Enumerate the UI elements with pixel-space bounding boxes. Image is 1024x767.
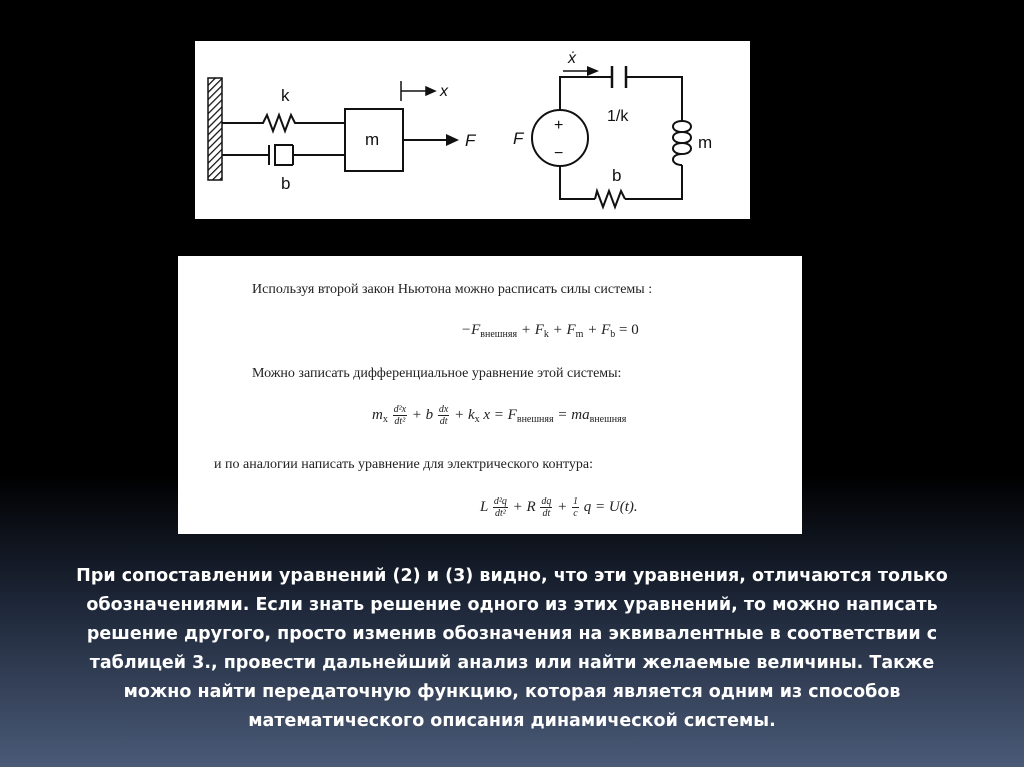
caption-line: решение другого, просто изменив обозначения на эквивалентные в соответствии с bbox=[86, 624, 938, 644]
caption-line: таблицей 3., провести дальнейший анализ или найти желаемые величины. Также bbox=[89, 653, 935, 673]
eq2-k: + k bbox=[454, 406, 475, 423]
equation-forces: $-F_{внешняя} + F_k + F_m + F_b = 0$ bbox=[461, 322, 639, 340]
eq3-frac-dq bbox=[540, 496, 552, 519]
caption-line: можно найти передаточную функцию, которая является одним из способов bbox=[123, 682, 901, 702]
caption-line: математического описания динамической системы. bbox=[248, 711, 776, 731]
eq3-dq-num: dq bbox=[541, 496, 552, 507]
eq3-frac-d2q bbox=[493, 496, 508, 519]
eq2-frac-d2x bbox=[393, 404, 407, 427]
eq3-c-den: c bbox=[573, 508, 578, 519]
eq3-R: + R bbox=[512, 498, 536, 515]
source-plus: + bbox=[554, 117, 564, 134]
eq1-f-b: F bbox=[601, 322, 611, 338]
mechanical-electrical-diagram bbox=[195, 41, 750, 219]
slide-caption bbox=[0, 562, 1024, 736]
eq2-dx-num: dx bbox=[438, 404, 449, 415]
eq2-x-eq: x = bbox=[483, 406, 504, 423]
equations-panel bbox=[178, 256, 802, 534]
damper-icon bbox=[222, 145, 345, 165]
eq3-frac-c bbox=[572, 496, 579, 519]
mechanical-system bbox=[208, 78, 477, 193]
force-arrow-icon bbox=[403, 134, 459, 146]
eq2-sub-kx: x bbox=[474, 413, 480, 425]
equation-electrical bbox=[480, 496, 638, 519]
eq1-sub-b: b bbox=[610, 329, 616, 340]
eq3-d2q-num: d²q bbox=[493, 496, 507, 507]
eq2-sub-a: внешняя bbox=[589, 413, 627, 425]
caption-line: При сопоставлении уравнений (2) и (3) видно, что эти уравнения, отличаются только bbox=[76, 566, 948, 586]
capacitor-label: 1/k bbox=[607, 108, 629, 125]
displacement-label: x bbox=[440, 83, 448, 100]
text-line-newton: Используя второй закон Ньютона можно расписать силы системы : bbox=[252, 282, 653, 297]
damper-label: b bbox=[281, 174, 291, 193]
eq3-plus: + bbox=[557, 498, 568, 515]
spring-icon bbox=[222, 115, 345, 131]
source-minus: − bbox=[554, 145, 564, 162]
eq2-m: m bbox=[372, 406, 383, 423]
eq3-d2q-den: dt² bbox=[494, 508, 506, 519]
capacitor-icon bbox=[612, 66, 626, 88]
eq2-sub-x: x bbox=[382, 413, 388, 425]
current-arrow-icon bbox=[563, 66, 599, 76]
force-label: F bbox=[465, 131, 476, 150]
eq3-dq-den: dt bbox=[542, 508, 551, 519]
eq1-rhs: = 0 bbox=[618, 322, 639, 338]
caption-line: обозначениями. Если знать решение одного из этих уравнений, то можно написать bbox=[86, 595, 938, 615]
source-label: F bbox=[513, 129, 524, 148]
text-line-differential: Можно записать дифференциальное уравнение этой системы: bbox=[252, 366, 622, 381]
eq2-f: F bbox=[507, 406, 517, 423]
text-line-electrical: и по аналогии написать уравнение для электрического контура: bbox=[214, 457, 594, 472]
eq2-dx-den: dt bbox=[439, 416, 448, 427]
eq2-ma: = ma bbox=[557, 406, 590, 423]
current-label: ẋ bbox=[568, 50, 576, 67]
electrical-circuit bbox=[513, 50, 712, 207]
eq1-f-ext: F bbox=[471, 322, 481, 338]
eq2-d2x-num: d²x bbox=[393, 404, 407, 415]
inductor-icon bbox=[673, 121, 691, 165]
displacement-arrow-icon bbox=[401, 81, 435, 101]
mass-label: m bbox=[365, 130, 380, 149]
eq2-frac-dx bbox=[438, 404, 449, 427]
spring-label: k bbox=[281, 86, 290, 105]
eq2-sub-f: внешняя bbox=[516, 413, 554, 425]
inductor-label: m bbox=[698, 133, 713, 152]
eq1-f-m: F bbox=[566, 322, 576, 338]
resistor-icon bbox=[595, 191, 625, 207]
wall-icon bbox=[208, 78, 222, 180]
diagram-svg bbox=[195, 41, 750, 219]
eq3-rhs: q = U(t). bbox=[583, 498, 638, 515]
eq3-L: L bbox=[480, 498, 489, 515]
eq1-sub-m: m bbox=[575, 329, 584, 340]
eq3-c-num: 1 bbox=[573, 496, 578, 507]
eq1-f-k: F bbox=[534, 322, 544, 338]
eq2-b: + b bbox=[411, 406, 434, 423]
resistor-label: b bbox=[612, 166, 622, 185]
eq2-d2x-den: dt² bbox=[394, 416, 406, 427]
eq1-sub-k: k bbox=[543, 329, 549, 340]
equation-mechanical bbox=[372, 404, 626, 427]
eq1-sub-ext: внешняя bbox=[480, 329, 518, 340]
